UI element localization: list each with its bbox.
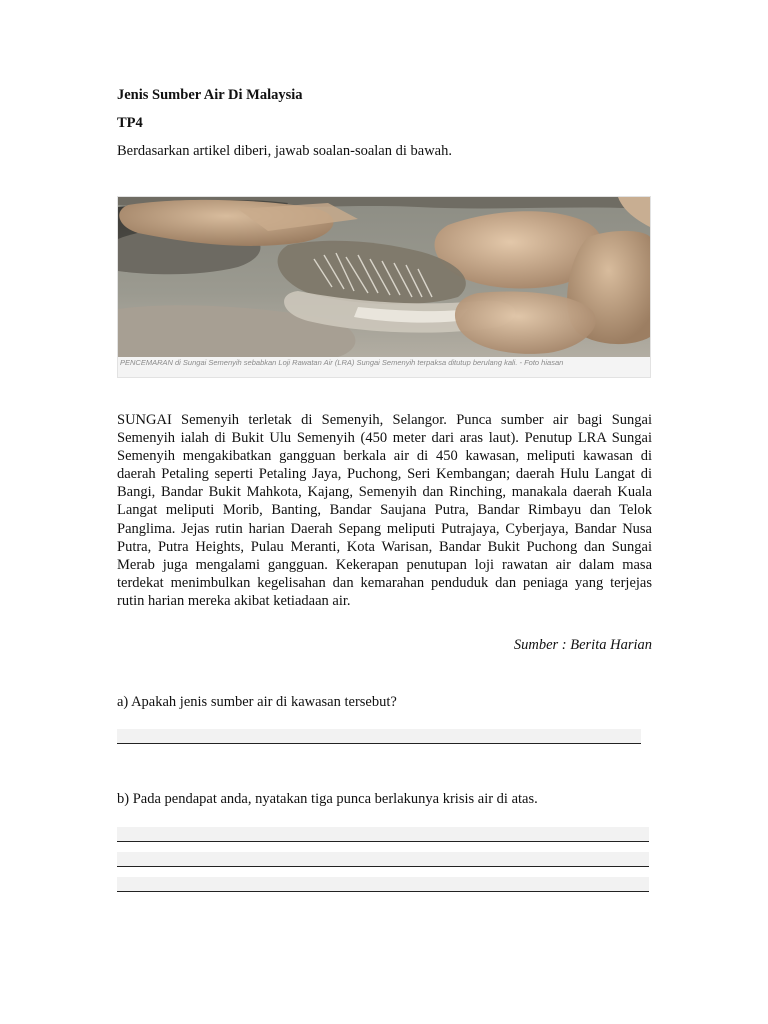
instruction-text: Berdasarkan artikel diberi, jawab soalan-soalan di bawah. [117,143,452,159]
river-pollution-photo [118,197,650,357]
article-body: SUNGAI Semenyih terletak di Semenyih, Selangor. Punca sumber air bagi Sungai Semenyih ialah di Bukit Ulu Semenyih (450 meter dari aras laut). Penutup LRA Sungai Semenyih mengakibatkan gangguan berkala air di 450 kawasan, meliputi kawasan di daerah Petaling seperti Petaling Jaya, Puchong, Seri Kembangan; daerah Hulu Langat di Bangi, Bandar Bukit Mahkota, Kajang, Semenyih dan Rinching, manakala daerah Kuala Langat meliputi Morib, Banting, Bandar Saujana Putra, Bandar Rimbayu dan Telok Panglima. Jejas rutin harian Daerah Sepang meliputi Putrajaya, Cyberjaya, Bandar Nusa Putra, Putra Heights, Pulau Meranti, Kota Warisan, Bandar Bukit Puchong dan Sungai Merab juga mengalami gangguan. Kekerapan penutupan loji rawatan air dalam masa terdekat menimbulkan kegelisahan dan kemarahan penduduk dan peniaga yang terjejas rutin harian mereka akibat ketiadaan air. [117,412,652,609]
article-source: Sumber : Berita Harian [513,637,652,653]
news-photo-figure [117,196,651,378]
answer-line-b-1[interactable] [117,827,649,842]
level-label: TP4 [117,115,143,131]
answer-line-b-3[interactable] [117,877,649,892]
answer-line-b-2[interactable] [117,852,649,867]
photo-caption: PENCEMARAN di Sungai Semenyih sebabkan Loji Rawatan Air (LRA) Sungai Semenyih terpaksa ditutup berulang kali. - Foto hiasan [120,358,564,367]
question-a: a) Apakah jenis sumber air di kawasan tersebut? [117,694,397,710]
question-b: b) Pada pendapat anda, nyatakan tiga punca berlakunya krisis air di atas. [117,791,538,807]
answer-line-a-1[interactable] [117,729,641,744]
document-title: Jenis Sumber Air Di Malaysia [117,87,303,103]
